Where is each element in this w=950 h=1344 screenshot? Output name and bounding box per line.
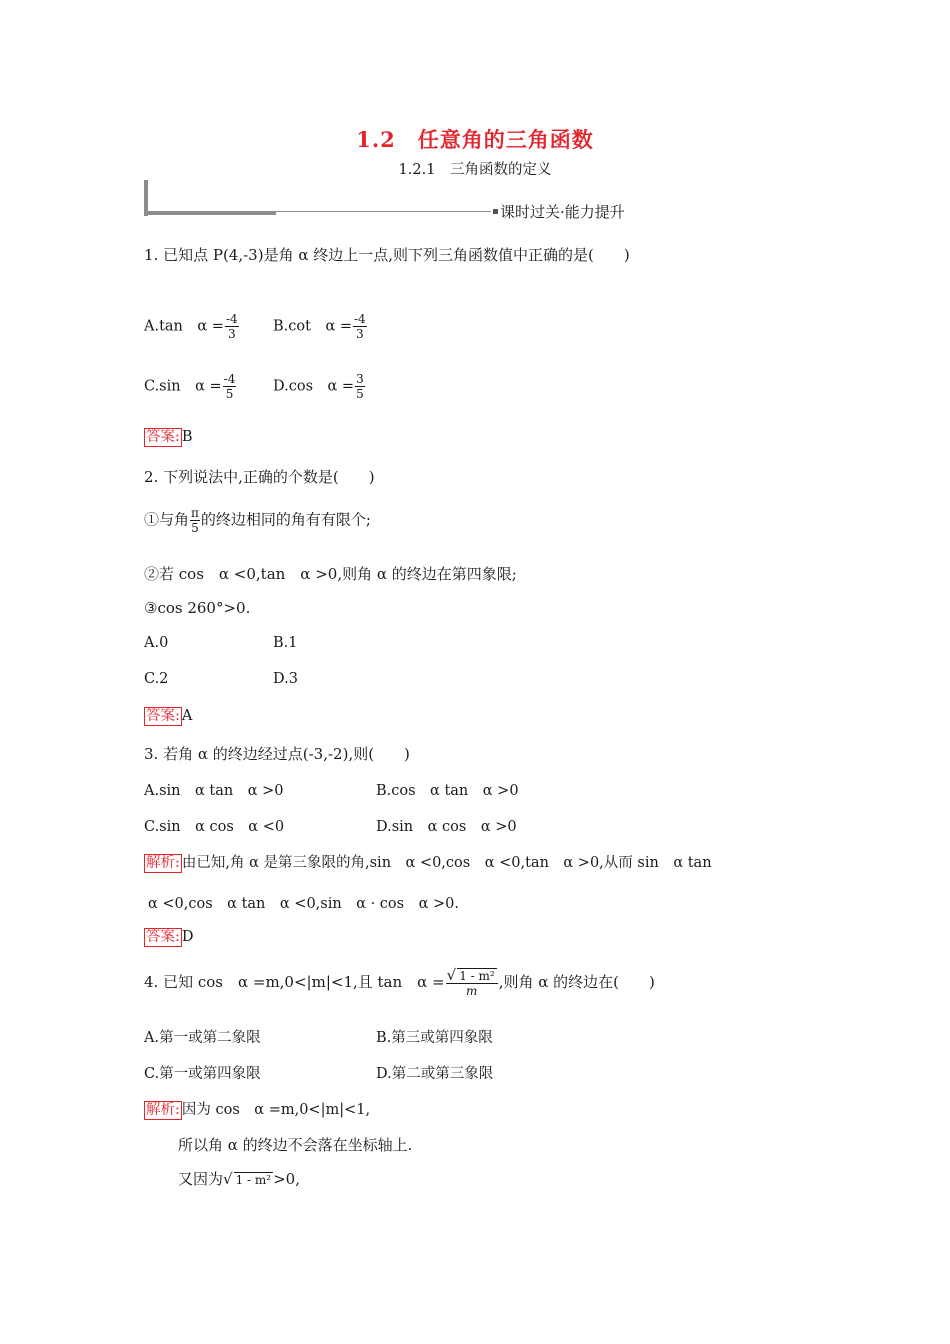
question-4-text	[144, 968, 655, 998]
sqrt-radicand: 1 - m²	[459, 969, 495, 983]
fraction-denominator: 5	[191, 521, 199, 535]
q4-option-d: D.第二或第三象限	[376, 1066, 494, 1082]
question-3-text: 3. 若角 α 的终边经过点(-3,-2),则( )	[144, 745, 410, 763]
q1-option-a-fraction	[225, 312, 239, 341]
q1-option-c	[144, 372, 237, 401]
q3-analysis-line-1	[144, 851, 712, 873]
q2-item-2: ②若 cos α <0,tan α >0,则角 α 的终边在第四象限;	[144, 565, 517, 583]
q1-option-b-fraction	[353, 312, 367, 341]
fraction-denominator: 5	[225, 387, 234, 401]
q2-item-1-prefix: ①与角	[144, 510, 190, 529]
q4-analysis-line-3	[178, 1168, 300, 1189]
analysis-tag: 解析:	[146, 855, 180, 871]
q2-option-a: A.0	[144, 635, 169, 651]
fraction-numerator: -4	[225, 312, 238, 326]
q4-option-a: A.第一或第二象限	[144, 1030, 261, 1046]
q2-item-1-fraction	[190, 506, 200, 535]
q1-option-d-label: D.cos α =	[273, 378, 355, 395]
page-title: 1.2 任意角的三角函数	[356, 127, 594, 152]
sqrt-icon: √	[223, 1170, 233, 1188]
q3-option-c: C.sin α cos α <0	[144, 819, 285, 835]
q1-option-c-fraction	[223, 372, 237, 401]
analysis-text: 由已知,角 α 是第三象限的角,sin α <0,cos α <0,tan α >0,从而 sin α tan	[181, 855, 712, 871]
question-1-text: 1. 已知点 P(4,-3)是角 α 终边上一点,则下列三角函数值中正确的是( )	[144, 246, 630, 264]
q2-answer	[144, 707, 192, 726]
q2-item-1	[144, 506, 371, 535]
q1-option-a-label: A.tan α =	[144, 318, 224, 335]
fraction-denominator: 5	[356, 387, 364, 401]
page-subtitle: 1.2.1 三角函数的定义	[398, 162, 552, 178]
analysis-line-3-suffix: >0,	[273, 1170, 300, 1188]
q2-option-d: D.3	[273, 671, 298, 687]
q2-item-1-suffix: 的终边相同的角有有限个;	[200, 510, 371, 529]
q2-option-c: C.2	[144, 671, 169, 687]
q1-option-c-label: C.sin α =	[144, 378, 222, 395]
fraction-numerator: -4	[223, 372, 236, 386]
analysis-line-3-prefix: 又因为	[178, 1170, 224, 1188]
question-2-text: 2. 下列说法中,正确的个数是( )	[144, 468, 375, 486]
answer-value: A	[181, 708, 193, 724]
fraction-denominator: m	[465, 984, 478, 998]
decorative-square-bullet	[493, 209, 498, 214]
q2-item-3: ③cos 260°>0.	[144, 599, 251, 617]
fraction-numerator: 3	[356, 372, 364, 386]
answer-tag: 答案:	[146, 929, 180, 945]
answer-tag: 答案:	[146, 708, 180, 724]
q1-option-d-fraction	[355, 372, 365, 401]
answer-tag: 答案:	[146, 429, 180, 445]
q2-option-b: B.1	[273, 635, 298, 651]
q3-analysis-line-2: α <0,cos α tan α <0,sin α · cos α >0.	[148, 896, 459, 912]
q4-analysis-line-1	[144, 1098, 370, 1120]
q3-option-b: B.cos α tan α >0	[376, 783, 519, 799]
answer-value: D	[181, 929, 194, 945]
fraction-numerator: -4	[354, 312, 366, 326]
fraction-denominator: 3	[227, 327, 236, 341]
q3-option-a: A.sin α tan α >0	[144, 783, 284, 799]
q3-answer	[144, 928, 194, 947]
analysis-text: 因为 cos α =m,0<|m|<1,	[181, 1102, 371, 1118]
fraction-denominator: 3	[356, 327, 364, 341]
q4-text-prefix: 4. 已知 cos α =m,0<|m|<1,且 tan α =	[144, 973, 445, 991]
q1-option-b-label: B.cot α =	[273, 318, 352, 335]
analysis-tag: 解析:	[146, 1102, 180, 1118]
fraction-numerator: π	[191, 506, 199, 520]
q4-option-b: B.第三或第四象限	[376, 1030, 493, 1046]
section-label: 课时过关·能力提升	[500, 203, 625, 221]
decorative-bar-thin	[144, 211, 491, 212]
sqrt-radicand: 1 - m²	[235, 1173, 272, 1187]
q4-analysis-line-2: 所以角 α 的终边不会落在坐标轴上.	[178, 1136, 413, 1154]
q1-answer	[144, 428, 193, 447]
q1-option-a	[144, 312, 240, 341]
q4-text-suffix: ,则角 α 的终边在( )	[498, 973, 655, 991]
q4-option-c: C.第一或第四象限	[144, 1066, 261, 1082]
q1-option-b	[273, 312, 368, 341]
sqrt-icon: √	[446, 966, 457, 984]
q3-option-d: D.sin α cos α >0	[376, 819, 517, 835]
q1-option-d	[273, 372, 366, 401]
fraction-numerator	[446, 968, 498, 984]
q4-fraction	[446, 968, 498, 998]
answer-value: B	[181, 429, 193, 445]
